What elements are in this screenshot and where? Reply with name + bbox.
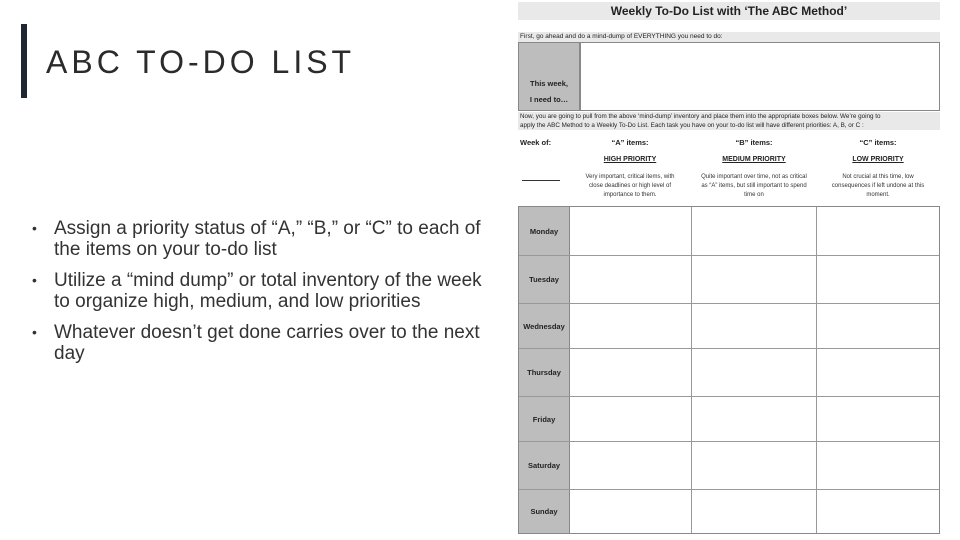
column-divider bbox=[691, 490, 692, 533]
day-label: Wednesday bbox=[519, 304, 570, 348]
description-line: close deadlines or high level of bbox=[588, 183, 672, 189]
instruction-line: Now, you are going to pull from the above ‘mind-dump’ inventory and place them into the appropriate boxes below. We’re going to bbox=[520, 113, 881, 120]
bullet-text: Utilize a “mind dump” or total inventory of the week to organize high, medium, and low priorities bbox=[54, 270, 482, 312]
description-line: Not crucial at this time, low bbox=[842, 174, 914, 180]
day-label: Friday bbox=[519, 397, 570, 441]
bullet-icon: • bbox=[32, 272, 37, 288]
column-divider bbox=[816, 397, 817, 441]
description-line: importance to them. bbox=[603, 192, 657, 198]
column-divider bbox=[816, 490, 817, 533]
a-items-description bbox=[574, 173, 686, 200]
low-priority-label: LOW PRIORITY bbox=[852, 156, 904, 163]
column-divider bbox=[691, 304, 692, 348]
column-divider bbox=[691, 256, 692, 303]
c-items-description bbox=[818, 173, 938, 200]
title-accent-bar bbox=[21, 24, 27, 98]
description-line: consequences if left undone at this bbox=[831, 183, 925, 189]
day-row-thursday bbox=[519, 348, 939, 396]
this-week-label: This week, bbox=[530, 79, 568, 88]
worksheet-title: Weekly To-Do List with ‘The ABC Method’ bbox=[518, 2, 940, 20]
bullet-item bbox=[32, 270, 482, 312]
day-label: Saturday bbox=[519, 442, 570, 489]
day-row-friday bbox=[519, 396, 939, 441]
bullet-list bbox=[32, 218, 482, 374]
column-divider bbox=[816, 304, 817, 348]
c-items-header: “C” items: bbox=[859, 138, 897, 147]
column-divider bbox=[691, 442, 692, 489]
day-label: Thursday bbox=[519, 349, 570, 396]
day-label: Sunday bbox=[519, 490, 570, 533]
bullet-item bbox=[32, 322, 482, 364]
column-divider bbox=[691, 349, 692, 396]
day-row-monday bbox=[519, 207, 939, 255]
mind-dump-area bbox=[580, 42, 940, 111]
day-row-saturday bbox=[519, 441, 939, 489]
column-divider bbox=[816, 207, 817, 255]
column-divider bbox=[816, 442, 817, 489]
medium-priority-label: MEDIUM PRIORITY bbox=[722, 156, 786, 163]
bullet-icon: • bbox=[32, 324, 37, 340]
bullet-item bbox=[32, 218, 482, 260]
worksheet-instruction-abc bbox=[518, 112, 940, 130]
description-line: as “A” items, but still important to spend bbox=[701, 183, 807, 189]
bullet-text: Whatever doesn’t get done carries over to the next day bbox=[54, 322, 480, 364]
worksheet-image bbox=[516, 0, 942, 536]
day-label: Monday bbox=[519, 207, 570, 255]
description-line: Quite important over time, not as critical bbox=[701, 174, 807, 180]
bullet-icon: • bbox=[32, 220, 37, 236]
column-divider bbox=[691, 207, 692, 255]
day-row-wednesday bbox=[519, 303, 939, 348]
description-line: Very important, critical items, with bbox=[585, 174, 675, 180]
column-divider bbox=[816, 256, 817, 303]
this-week-label-cell bbox=[518, 42, 580, 111]
column-divider bbox=[816, 349, 817, 396]
a-items-header: “A” items: bbox=[611, 138, 649, 147]
slide-title: ABC TO-DO LIST bbox=[46, 44, 356, 80]
day-row-tuesday bbox=[519, 255, 939, 303]
column-divider bbox=[691, 397, 692, 441]
day-row-sunday bbox=[519, 489, 939, 533]
b-items-description bbox=[692, 173, 816, 200]
worksheet-instruction-mind-dump: First, go ahead and do a mind-dump of EVERYTHING you need to do: bbox=[518, 32, 940, 42]
b-items-header: “B” items: bbox=[735, 138, 773, 147]
description-line: time on bbox=[744, 192, 764, 198]
instruction-line: apply the ABC Method to a Weekly To-Do List. Each task you have on your to-do list will have different priorities: A, B, or C : bbox=[520, 122, 864, 129]
week-of-line bbox=[522, 180, 560, 181]
week-of-label: Week of: bbox=[520, 138, 552, 147]
description-line: moment. bbox=[866, 192, 890, 198]
need-to-label: I need to… bbox=[529, 95, 569, 104]
weekly-grid bbox=[518, 206, 940, 534]
bullet-text: Assign a priority status of “A,” “B,” or “C” to each of the items on your to-do list bbox=[54, 218, 481, 260]
day-label: Tuesday bbox=[519, 256, 570, 303]
high-priority-label: HIGH PRIORITY bbox=[603, 156, 657, 163]
